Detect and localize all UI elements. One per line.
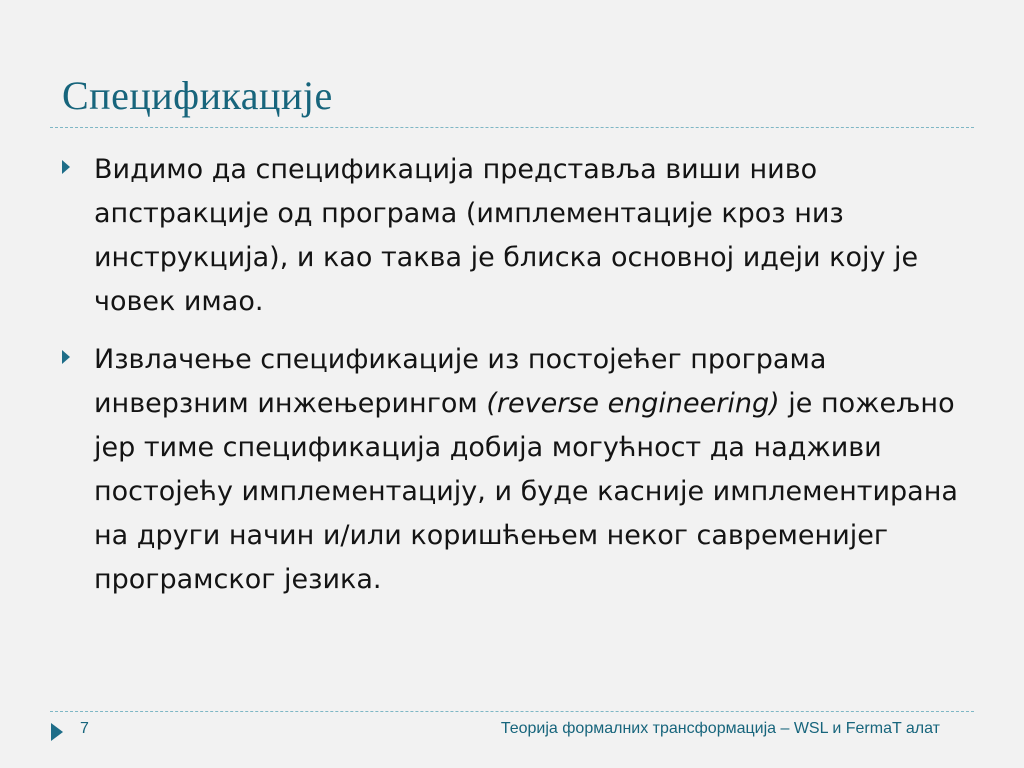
page-number: 7: [80, 720, 89, 737]
footer-arrow-icon: [51, 723, 63, 741]
triangle-bullet-icon: [62, 350, 70, 364]
bullet-item: [60, 338, 960, 602]
bullet-item: [60, 148, 960, 324]
slide-title: Спецификације: [62, 73, 333, 118]
bullet-text-part: је пожељно јер тиме спецификација добија могућност да надживи постојећу имплементацију, и буде касније имплементирана на други начин и/или коришћењем неког савременијег програмског језика.: [94, 388, 958, 595]
triangle-bullet-icon: [62, 160, 70, 174]
title-divider: [50, 127, 974, 128]
bullet-text: [94, 338, 960, 602]
bullet-list: [60, 148, 960, 616]
bullet-text-emphasis: (reverse engineering): [486, 388, 780, 419]
bullet-text: Видимо да спецификација представља виши ниво апстракције од програма (имплементације кроз низ инструкција), и као таква је блиска основној идеји коју је човек имао.: [94, 154, 919, 317]
bullet-text-part: Извлачење спецификације из постојећег програма инверзним инжењерингом: [94, 344, 827, 419]
footer-caption: Теорија формалних трансформација – WSL и FermaT алат: [500, 720, 940, 737]
footer-divider: [50, 711, 974, 712]
